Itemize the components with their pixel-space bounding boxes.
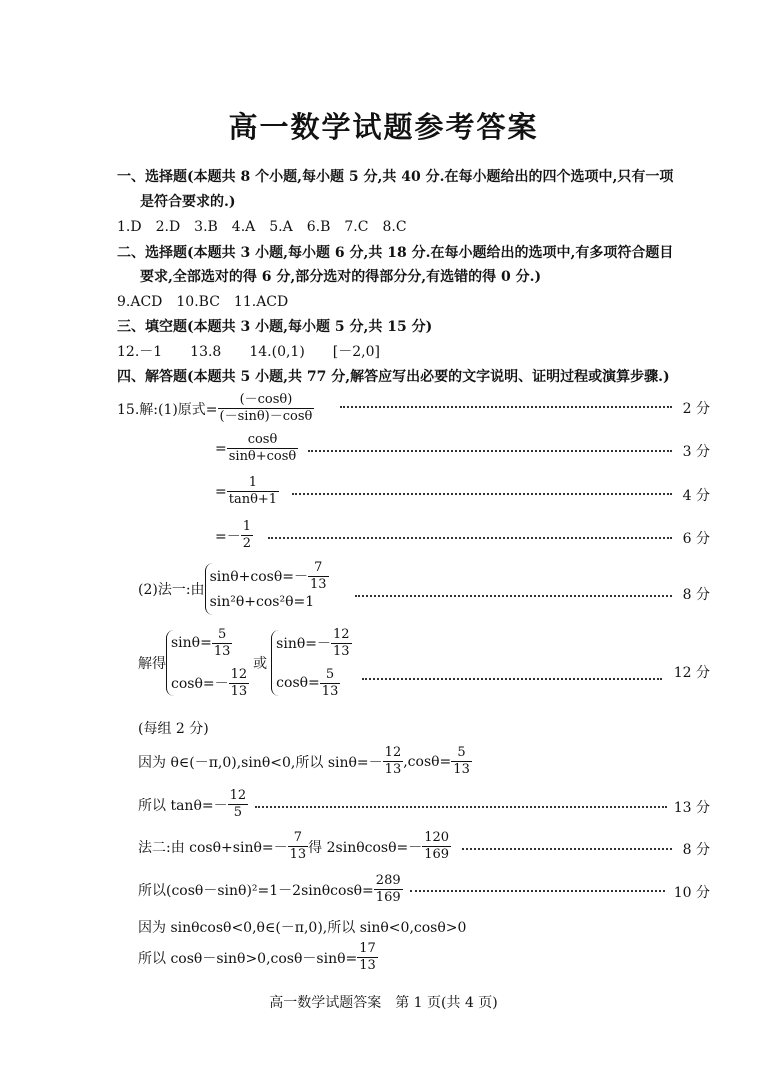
dot-leader <box>340 406 672 408</box>
score: 8 分 <box>682 587 710 603</box>
section-2-answers: 9.ACD 10.BC 11.ACD <box>117 294 289 310</box>
score: 6 分 <box>682 531 710 547</box>
q15-so-tan: 所以 tanθ=－ $\frac{12}{5}$ <box>138 788 247 820</box>
fraction: $\frac{\cos\theta}{\sin\theta+\cos\theta}$ <box>228 432 297 464</box>
fraction: $\frac{7}{13}$ <box>289 830 307 862</box>
q15-step-2: = $\frac{\cos\theta}{\sin\theta+\cos\theta}$ <box>215 432 297 464</box>
score: 8 分 <box>682 842 710 858</box>
fraction: $\frac{120}{169}$ <box>424 830 450 862</box>
section-3-heading: 三、填空题(本题共 3 小题,每小题 5 分,共 15 分) <box>117 319 433 335</box>
q15-label: 15.解:(1)原式= <box>117 401 218 418</box>
score: 12 分 <box>673 665 710 681</box>
section-1-answers: 1.D 2.D 3.B 4.A 5.A 6.B 7.C 8.C <box>117 219 407 235</box>
dot-leader <box>292 493 672 495</box>
section-2-heading-cont: 要求,全部选对的得 6 分,部分选对的得部分分,有选错的得 0 分.) <box>140 269 542 285</box>
brace: sinθ= $\frac{5}{13}$ cosθ=－ $\frac{12}{13}$ <box>166 630 249 696</box>
brace: sinθ=－ $\frac{12}{13}$ cosθ= $\frac{5}{13}$ <box>271 630 351 696</box>
section-3-answers: 12.－1 13.8 14.(0,1) [－2,0] <box>117 344 380 360</box>
fraction: $\frac{12}{13}$ <box>384 745 402 777</box>
dot-leader <box>362 678 662 680</box>
section-2-heading: 二、选择题(本题共 3 小题,每小题 6 分,共 18 分.在每小题给出的选项中,有多项符合题目 <box>117 245 674 261</box>
fraction: $\frac{17}{13}$ <box>359 941 376 973</box>
fraction: $\frac{289}{169}$ <box>375 873 401 905</box>
section-4-heading: 四、解答题(本题共 5 小题,共 77 分,解答应写出必要的文字说明、证明过程或演算步骤.) <box>117 369 670 385</box>
dot-leader <box>355 595 672 597</box>
brace: sinθ+cosθ=－ $\frac{7}{13}$ sin²θ+cos²θ=1 <box>205 563 329 615</box>
q15-method-2: 法二:由 cosθ+sinθ=－ $\frac{7}{13}$ 得 2sinθcosθ=－ $\frac{120}{169}$ <box>138 830 450 862</box>
q15-because-1: 因为 θ∈(－π,0),sinθ<0,所以 sinθ=－ $\frac{12}{13}$ ,cosθ= $\frac{5}{13}$ <box>138 745 470 777</box>
fraction: $\frac{1}{\tan\theta+1}$ <box>228 475 278 507</box>
fraction: $\frac{(-\cos\theta)}{(-\sin\theta)-\cos\theta}$ <box>219 392 313 424</box>
q15-step-3: = $\frac{1}{\tan\theta+1}$ <box>215 475 278 507</box>
section-1-heading-cont: 是符合要求的.) <box>140 194 236 210</box>
score: 4 分 <box>682 488 710 504</box>
score: 10 分 <box>673 885 710 901</box>
fraction: $\frac{1}{2}$ <box>242 519 252 551</box>
score: 2 分 <box>682 401 710 417</box>
score: 13 分 <box>673 800 710 816</box>
dot-leader <box>308 450 672 452</box>
dot-leader <box>268 537 672 539</box>
q15-part2-system: (2)法一:由 sinθ+cosθ=－ $\frac{7}{13}$ sin²θ+cos²θ=1 <box>138 563 329 615</box>
q15-square: 所以(cosθ－sinθ)²=1－2sinθcosθ= $\frac{289}{169}$ <box>138 873 401 905</box>
dot-leader <box>255 806 667 808</box>
dot-leader <box>410 890 665 892</box>
q15-because-2: 因为 sinθcosθ<0,θ∈(－π,0),所以 sinθ<0,cosθ>0 <box>138 920 467 936</box>
score: 3 分 <box>682 444 710 460</box>
q15-solutions: 解得 sinθ= $\frac{5}{13}$ cosθ=－ $\frac{12}{13}$ 或 sinθ=－ $\frac{12}{13}$ cosθ= $\frac{5}{13}$ <box>138 626 350 699</box>
page-footer: 高一数学试题答案 第 1 页(共 4 页) <box>269 995 498 1011</box>
dot-leader <box>462 848 672 850</box>
q15-step-4: =－ $\frac{1}{2}$ <box>215 519 252 551</box>
q15-step-1 <box>117 392 314 425</box>
q15-last: 所以 cosθ－sinθ>0,cosθ－sinθ= $\frac{17}{13}$ <box>138 941 376 973</box>
fraction: $\frac{5}{13}$ <box>453 745 470 777</box>
note: (每组 2 分) <box>138 721 209 737</box>
section-1-heading: 一、选择题(本题共 8 个小题,每小题 5 分,共 40 分.在每小题给出的四个选项中,只有一项 <box>117 169 674 185</box>
fraction: $\frac{12}{5}$ <box>229 788 247 820</box>
page-title: 高一数学试题参考答案 <box>228 110 539 144</box>
